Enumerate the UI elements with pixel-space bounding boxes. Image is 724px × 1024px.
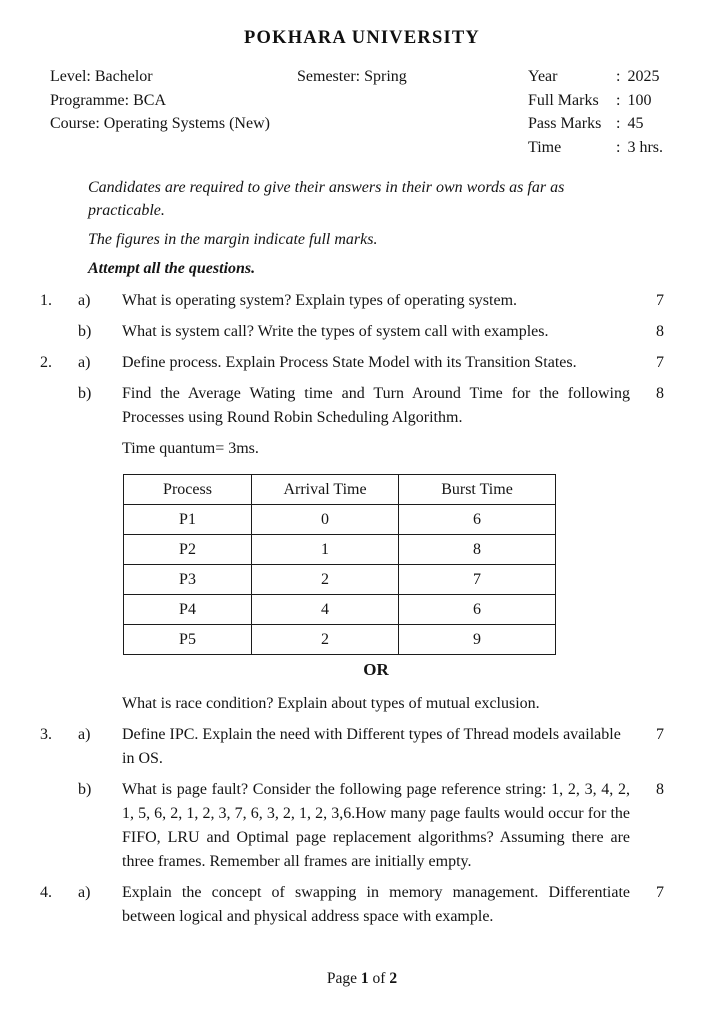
cell-process: P3 [124, 565, 252, 595]
or-question-text: What is race condition? Explain about types of mutual exclusion. [122, 695, 540, 712]
or-alternative-row [40, 692, 724, 716]
question-marks: 8 [656, 385, 664, 402]
course-field: Course: Operating Systems (New) [50, 115, 270, 132]
question-3b [40, 778, 724, 874]
question-marks: 7 [656, 354, 664, 371]
question-letter: b) [78, 781, 92, 798]
exam-header [0, 65, 724, 161]
colon: : [616, 91, 621, 109]
question-2b [40, 382, 724, 430]
cell-process: P2 [124, 535, 252, 565]
footer-page-number: 1 [360, 970, 369, 987]
cell-process: P5 [124, 625, 252, 655]
page-title: POKHARA UNIVERSITY [244, 28, 480, 48]
table-row [124, 595, 556, 625]
semester-field: Semester: Spring [297, 68, 407, 85]
question-number: 2. [40, 354, 52, 371]
column-header-arrival-time: Arrival Time [252, 475, 399, 505]
question-letter: b) [78, 323, 92, 340]
pass-marks-label: Pass Marks [528, 115, 602, 132]
cell-arrival: 1 [252, 535, 399, 565]
question-number: 1. [40, 292, 52, 309]
question-letter: a) [78, 354, 91, 371]
question-4a [40, 881, 724, 929]
question-marks: 8 [656, 781, 664, 798]
question-text: What is page fault? Consider the following page reference string: 1, 2, 3, 4, 2, 1, 5, 6, 2, 1, 2, 3, 7, 6, 3, 2, 1, 2, 3,6.How many page faults would occur for the FIFO, LRU and Optimal page replacement algorithms? Assuming there are three frames. Remember all frames are initially empty. [122, 781, 630, 870]
table-row [124, 625, 556, 655]
question-1a [40, 289, 724, 313]
column-header-process: Process [124, 475, 252, 505]
full-marks-field [528, 89, 663, 113]
footer-page-word: Page [326, 970, 358, 987]
table-row [124, 535, 556, 565]
question-text: Define process. Explain Process State Model with its Transition States. [122, 354, 577, 371]
question-number: 4. [40, 884, 52, 901]
instruction-line-1: Candidates are required to give their answers in their own words as far as practicable. [88, 179, 565, 219]
question-letter: a) [78, 292, 91, 309]
full-marks-label: Full Marks [528, 91, 599, 109]
header-right-column [528, 65, 663, 159]
or-separator: OR [363, 660, 389, 679]
question-letter: a) [78, 726, 91, 743]
question-text: Define IPC. Explain the need with Different types of Thread models available in OS. [122, 726, 621, 767]
cell-arrival: 2 [252, 625, 399, 655]
cell-process: P4 [124, 595, 252, 625]
pass-marks-value: 45 [627, 115, 644, 132]
time-quantum-row [40, 437, 724, 465]
question-number: 3. [40, 726, 52, 743]
cell-burst: 9 [399, 625, 556, 655]
year-label: Year [528, 68, 558, 85]
question-letter: a) [78, 884, 91, 901]
page-footer [0, 970, 724, 988]
question-text: Find the Average Wating time and Turn Around Time for the following Processes using Round Robin Scheduling Algorithm. [122, 385, 630, 426]
question-marks: 7 [656, 726, 664, 743]
footer-of-word: of [372, 970, 386, 987]
colon: : [616, 115, 621, 132]
process-table-row [40, 472, 724, 685]
time-field [528, 136, 663, 160]
programme-field: Programme: BCA [50, 91, 166, 109]
year-field [528, 65, 663, 89]
question-text: What is operating system? Explain types of operating system. [122, 292, 518, 309]
cell-burst: 7 [399, 565, 556, 595]
level-field: Level: Bachelor [50, 68, 153, 85]
cell-arrival: 4 [252, 595, 399, 625]
table-row [124, 505, 556, 535]
time-label: Time [528, 138, 562, 156]
question-marks: 8 [656, 323, 664, 340]
instruction-line-2: The figures in the margin indicate full marks. [88, 231, 378, 248]
full-marks-value: 100 [627, 91, 652, 109]
cell-burst: 6 [399, 505, 556, 535]
cell-burst: 8 [399, 535, 556, 565]
process-table [123, 474, 630, 655]
year-value: 2025 [627, 68, 660, 85]
time-quantum-note: Time quantum= 3ms. [122, 440, 259, 457]
question-marks: 7 [656, 292, 664, 309]
question-list [0, 289, 724, 929]
header-middle-column [297, 65, 407, 89]
question-text: Explain the concept of swapping in memory management. Differentiate between logical and physical address space with example. [122, 884, 630, 925]
time-value: 3 hrs. [627, 138, 664, 156]
cell-arrival: 2 [252, 565, 399, 595]
question-2a [40, 351, 724, 375]
question-letter: b) [78, 385, 92, 402]
cell-process: P1 [124, 505, 252, 535]
candidate-instructions [88, 176, 636, 280]
cell-arrival: 0 [252, 505, 399, 535]
table-row [124, 565, 556, 595]
question-text: What is system call? Write the types of system call with examples. [122, 323, 549, 340]
colon: : [616, 138, 621, 156]
column-header-burst-time: Burst Time [399, 475, 556, 505]
header-left-column [50, 65, 270, 136]
instruction-line-3: Attempt all the questions. [88, 260, 256, 277]
table-header-row [124, 475, 556, 505]
colon: : [616, 68, 621, 85]
question-marks: 7 [656, 884, 664, 901]
footer-total-pages: 2 [389, 970, 398, 987]
question-3a [40, 723, 724, 771]
question-1b [40, 320, 724, 344]
cell-burst: 6 [399, 595, 556, 625]
pass-marks-field [528, 112, 663, 136]
